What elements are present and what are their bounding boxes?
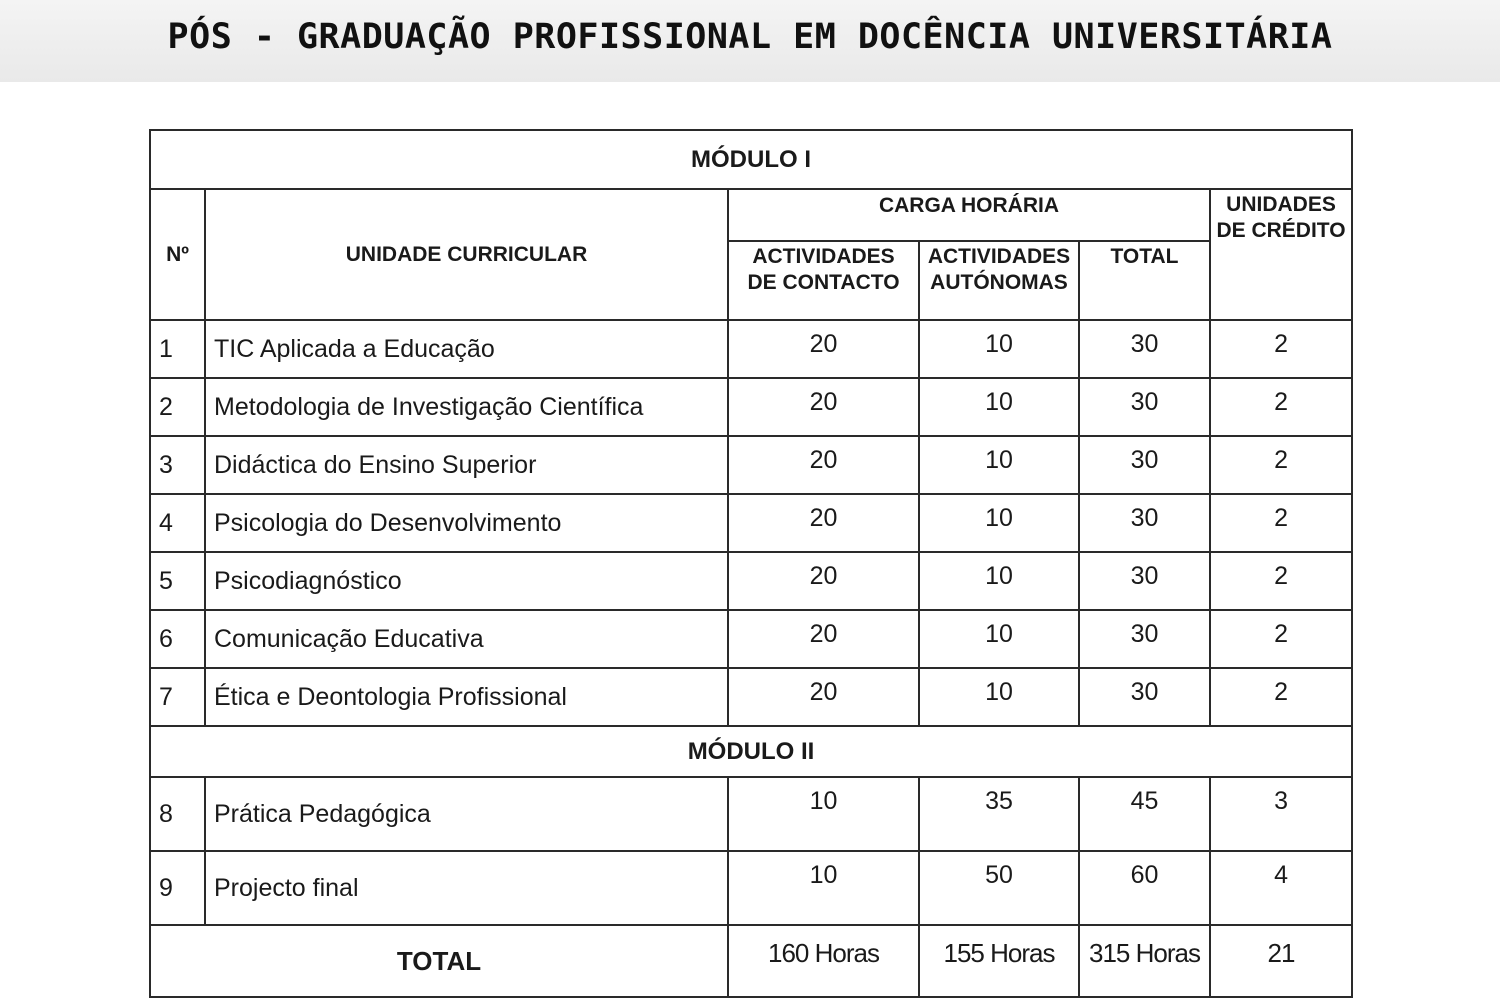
row-autonomous: 10	[919, 436, 1079, 494]
row-contact: 20	[728, 320, 919, 378]
row-num: 3	[150, 436, 205, 494]
total-credits: 21	[1210, 925, 1352, 997]
row-total: 30	[1079, 552, 1210, 610]
header-row-1	[150, 189, 1352, 241]
row-num: 9	[150, 851, 205, 925]
table-row	[150, 378, 1352, 436]
row-autonomous: 10	[919, 494, 1079, 552]
row-total: 45	[1079, 777, 1210, 851]
row-contact: 20	[728, 668, 919, 726]
col-credits-header	[1210, 189, 1352, 320]
table-row	[150, 610, 1352, 668]
col-autonomous-line1: ACTIVIDADES	[927, 245, 1071, 268]
row-unit: Prática Pedagógica	[205, 777, 728, 851]
page-title: PÓS - GRADUAÇÃO PROFISSIONAL EM DOCÊNCIA UNIVERSITÁRIA	[167, 17, 1333, 57]
row-unit: Didáctica do Ensino Superior	[205, 436, 728, 494]
row-total: 30	[1079, 610, 1210, 668]
table-row	[150, 320, 1352, 378]
table-row	[150, 668, 1352, 726]
row-num: 2	[150, 378, 205, 436]
row-num: 5	[150, 552, 205, 610]
row-num: 4	[150, 494, 205, 552]
col-contact-header	[728, 241, 919, 320]
module-1-row	[150, 130, 1352, 189]
table-row	[150, 851, 1352, 925]
col-unit-header: UNIDADE CURRICULAR	[205, 189, 728, 320]
row-unit: Psicologia do Desenvolvimento	[205, 494, 728, 552]
total-autonomous: 155 Horas	[919, 925, 1079, 997]
col-autonomous-header	[919, 241, 1079, 320]
total-row	[150, 925, 1352, 997]
col-contact-line2: DE CONTACTO	[747, 271, 900, 294]
table-row	[150, 777, 1352, 851]
row-credits: 2	[1210, 378, 1352, 436]
row-unit: TIC Aplicada a Educação	[205, 320, 728, 378]
module-2-title: MÓDULO II	[150, 726, 1352, 777]
row-contact: 10	[728, 777, 919, 851]
row-credits: 2	[1210, 552, 1352, 610]
col-credits-line2: DE CRÉDITO	[1216, 219, 1346, 242]
row-unit: Projecto final	[205, 851, 728, 925]
row-contact: 20	[728, 436, 919, 494]
module-2-row	[150, 726, 1352, 777]
table-row	[150, 494, 1352, 552]
row-credits: 4	[1210, 851, 1352, 925]
col-carga-header: CARGA HORÁRIA	[728, 189, 1210, 241]
row-autonomous: 10	[919, 320, 1079, 378]
row-total: 60	[1079, 851, 1210, 925]
col-total-header: TOTAL	[1079, 241, 1210, 320]
total-hours: 315 Horas	[1079, 925, 1210, 997]
row-num: 8	[150, 777, 205, 851]
row-autonomous: 50	[919, 851, 1079, 925]
col-num-header: Nº	[150, 189, 205, 320]
row-num: 7	[150, 668, 205, 726]
row-contact: 10	[728, 851, 919, 925]
table-row	[150, 552, 1352, 610]
total-label: TOTAL	[150, 925, 728, 997]
module-1-title: MÓDULO I	[150, 130, 1352, 189]
row-unit: Psicodiagnóstico	[205, 552, 728, 610]
row-autonomous: 10	[919, 610, 1079, 668]
curriculum-table	[149, 129, 1353, 998]
row-total: 30	[1079, 378, 1210, 436]
row-contact: 20	[728, 494, 919, 552]
row-autonomous: 35	[919, 777, 1079, 851]
table-row	[150, 436, 1352, 494]
row-contact: 20	[728, 378, 919, 436]
row-credits: 2	[1210, 668, 1352, 726]
row-unit: Comunicação Educativa	[205, 610, 728, 668]
row-contact: 20	[728, 552, 919, 610]
row-credits: 3	[1210, 777, 1352, 851]
row-autonomous: 10	[919, 378, 1079, 436]
row-credits: 2	[1210, 320, 1352, 378]
col-credits-line1: UNIDADES	[1226, 193, 1336, 216]
row-total: 30	[1079, 320, 1210, 378]
row-unit: Metodologia de Investigação Científica	[205, 378, 728, 436]
total-contact: 160 Horas	[728, 925, 919, 997]
row-total: 30	[1079, 668, 1210, 726]
row-unit: Ética e Deontologia Profissional	[205, 668, 728, 726]
row-num: 1	[150, 320, 205, 378]
row-credits: 2	[1210, 436, 1352, 494]
row-contact: 20	[728, 610, 919, 668]
row-credits: 2	[1210, 494, 1352, 552]
row-autonomous: 10	[919, 668, 1079, 726]
row-num: 6	[150, 610, 205, 668]
col-autonomous-line2: AUTÓNOMAS	[930, 271, 1068, 294]
row-autonomous: 10	[919, 552, 1079, 610]
col-contact-line1: ACTIVIDADES	[752, 245, 895, 268]
row-total: 30	[1079, 494, 1210, 552]
row-credits: 2	[1210, 610, 1352, 668]
row-total: 30	[1079, 436, 1210, 494]
